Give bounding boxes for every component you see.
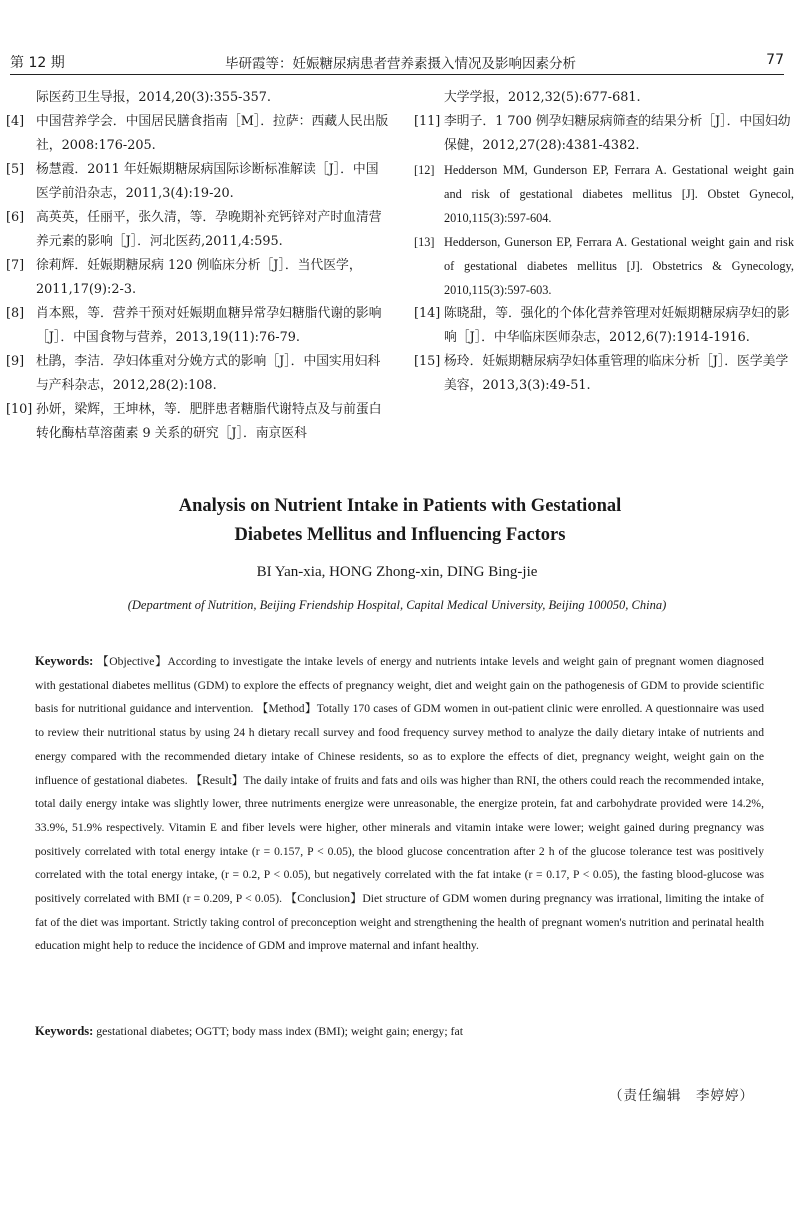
reference-item: 大学学报，2012,32(5):677-681. [444,90,641,105]
responsible-editor: （责任编辑 李婷婷） [609,1088,754,1104]
reference-item: [8] 肖本熙，等．营养干预对妊娠期血糖异常孕妇糖脂代谢的影响［J］．中国食物与营养，2013,19(11):76-79. [6,306,382,345]
abstract [35,650,764,958]
reference-item: [13] Hedderson, Gunerson EP, Ferrara A. Gestational weight gain and risk of gestational diabetes mellitus [J]. Obstetrics & Gynecology, 2010,115(3):597-603. [414,235,794,297]
references-right-column [414,86,794,398]
reference-item: 际医药卫生导报，2014,20(3):355-357. [36,90,271,105]
keywords-label: Keywords: [35,1024,94,1038]
page-number: 77 [766,52,784,68]
title-line-2: Diabetes Mellitus and Influencing Factors [234,525,566,545]
abstract-label: Keywords: [35,654,94,668]
authors: BI Yan-xia, HONG Zhong-xin, DING Bing-jie [256,564,538,580]
reference-item: [11] 李明子．1 700 例孕妇糖尿病筛查的结果分析［J］．中国妇幼保健，2012,27(28):4381-4382. [414,114,791,153]
running-title: 毕研霞等：妊娠糖尿病患者营养素摄入情况及影响因素分析 [225,56,576,72]
reference-item: [5] 杨慧霞．2011 年妊娠期糖尿病国际诊断标准解读［J］．中国医学前沿杂志，2011,3(4):19-20. [6,162,379,201]
references-left-column [6,86,391,446]
page-header [10,48,784,75]
reference-item: [14] 陈晓甜，等．强化的个体化营养管理对妊娠期糖尿病孕妇的影响［J］．中华临床医师杂志，2012,6(7):1914-1916. [414,306,790,345]
issue-number: 第 12 期 [10,55,65,71]
abstract-text: 【Objective】According to investigate the intake levels of energy and nutrients intake levels and weight gain of pregnant women diagnosed with gestational diabetes mellitus (GDM) to explore the effects of pregnancy weight, diet and weight gain on the pathogenesis of GDM to provide scientific basis for nutritional guidance and intervention. 【Method】Totally 170 cases of GDM women in out-patient clinic were enrolled. A questionnaire was used to review their nutritional status by using 24 h dietary recall survey and food frequency survey method to analyze the daily dietary intake of nutrients and energy compared with the recommended dietary intake of Chinese residents, so as to explore the effects of diet, pregnancy weight, weight gain on the influence of gestational diabetes. 【Result】The daily intake of fruits and fats and oils was higher than RNI, the others could reach the recommended intake, total daily energy intake was slightly lower, three nutriments energize were unreasonable, the energize protein, fat and carbohydrate provided were 14.2%, 33.9%, 51.9% respectively. Vitamin E and fiber levels were higher, other minerals and vitamin intake were lower; weight gained during pregnancy was positively correlated with total energy intake (r = 0.157, P < 0.05), the blood glucose concentration after 2 h of the glucose tolerance test was positively correlated with the total energy intake, (r = 0.2, P < 0.05), but negatively correlated with the fat intake (r = 0.17, P < 0.05), the fasting blood-glucose was positively correlated with BMI (r = 0.209, P < 0.05). 【Conclusion】Diet structure of GDM women during pregnancy was irrational, limiting the intake of fat of the diet was important. Strictly taking control of preconception weight and strengthening the health of pregnant women's nutrition and perinatal health education might help to reduce the incidence of GDM and improve maternal and infant healthy. [35,655,764,953]
keywords-text: gestational diabetes; OGTT; body mass index (BMI); weight gain; energy; fat [96,1024,463,1038]
reference-item: [7] 徐莉辉．妊娠期糖尿病 120 例临床分析［J］．当代医学，2011,17(9):2-3. [6,258,362,297]
reference-item: [6] 高英英，任丽平，张久清，等．孕晚期补充钙锌对产时血清营养元素的影响［J］．河北医药,2011,4:595. [6,210,382,249]
reference-item: [4] 中国营养学会．中国居民膳食指南［M］．拉萨：西藏人民出版社，2008:176-205. [6,114,389,153]
reference-item: [10] 孙妍，梁辉，王坤林，等．肥胖患者糖脂代谢特点及与前蛋白转化酶枯草溶菌素 9 关系的研究［J］．南京医科 [6,402,382,441]
keywords [35,1024,764,1039]
reference-item: [9] 杜鹃，李洁．孕妇体重对分娩方式的影响［J］．中国实用妇科与产科杂志，2012,28(2):108. [6,354,381,393]
english-title [60,492,740,550]
title-line-1: Analysis on Nutrient Intake in Patients with Gestational [178,496,622,516]
reference-item: [12] Hedderson MM, Gunderson EP, Ferrara A. Gestational weight gain and risk of gestational diabetes mellitus [J]. Obstet Gynecol, 2010,115(3):597-604. [414,163,794,225]
reference-item: [15] 杨玲．妊娠期糖尿病孕妇体重管理的临床分析［J］．医学美学美容，2013,3(3):49-51. [414,354,789,393]
affiliation: (Department of Nutrition, Beijing Friendship Hospital, Capital Medical University, Beijing 100050, China) [127,598,667,612]
